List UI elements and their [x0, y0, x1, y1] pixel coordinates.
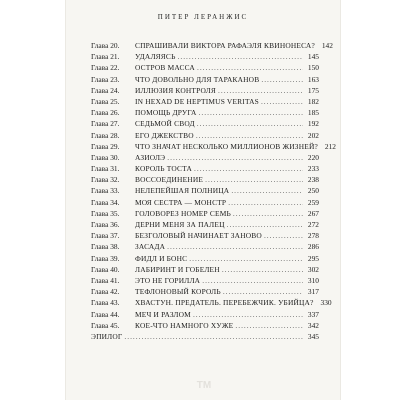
toc-chapter-title: СПРАШИВАЛИ ВИКТОРА РАФАЭЛЯ КВИНОНЕСА?	[135, 41, 315, 50]
toc-page-number: 272	[307, 220, 319, 229]
toc-chapter-title: АЗИОЛЭ	[135, 152, 166, 162]
toc-chapter-number: Глава 21.	[91, 52, 120, 62]
toc-leader-dots	[235, 321, 303, 330]
toc-chapter-title: ЕГО ДЖЕКСТВО	[135, 130, 194, 140]
toc-row	[91, 119, 319, 130]
toc-leader-dots	[222, 265, 303, 274]
toc-chapter-title: ЭПИЛОГ	[91, 331, 123, 341]
toc-leader-dots	[197, 63, 303, 72]
toc-page-number: 175	[307, 85, 319, 95]
svg-text:TM: TM	[196, 380, 212, 390]
toc-chapter-number: Глава 34.	[91, 197, 120, 207]
toc-page-number: 145	[307, 52, 319, 62]
toc-row	[91, 254, 319, 265]
toc-chapter-number: Глава 24.	[91, 85, 120, 95]
toc-leader-dots	[194, 164, 303, 173]
toc-row	[91, 52, 319, 63]
toc-chapter-number: Глава 45.	[91, 320, 120, 330]
toc-page-number: 267	[307, 208, 319, 218]
toc-chapter-title: ЗАСАДА	[135, 242, 166, 252]
toc-chapter-title: КОЕ-ЧТО НАМНОГО ХУЖЕ	[135, 320, 234, 330]
toc-chapter-title: СЕДЬМОЙ СВОД	[135, 119, 195, 129]
toc-chapter-title: МЕЧ И РАЗЛОМ	[135, 309, 191, 319]
toc-chapter-number: Глава 26.	[91, 108, 120, 118]
toc-chapter-number: Глава 33.	[91, 186, 120, 196]
toc-chapter-title: ЭТО НЕ ГОРИЛЛА	[135, 275, 201, 285]
toc-page-number: 182	[307, 96, 319, 106]
toc-chapter-title: ЧТО ЗНАЧАТ НЕСКОЛЬКО МИЛЛИОНОВ ЖИЗНЕЙ?	[135, 141, 318, 151]
toc-page-number: 345	[307, 331, 319, 341]
toc-page-number: 202	[307, 130, 319, 140]
toc-row	[91, 265, 319, 276]
toc-leader-dots	[202, 276, 303, 285]
toc-chapter-title: ОСТРОВ МАССА	[135, 63, 195, 73]
toc-leader-dots	[261, 75, 303, 84]
toc-row	[91, 141, 336, 153]
toc-leader-dots	[178, 52, 303, 61]
toc-chapter-number: Глава 28.	[91, 130, 120, 140]
toc-chapter-number: Глава 42.	[91, 287, 120, 297]
toc-chapter-title: УДАЛЯЯСЬ	[135, 52, 176, 62]
toc-page-number: 212	[324, 141, 336, 151]
toc-leader-dots	[197, 119, 303, 128]
toc-row	[91, 153, 319, 164]
toc-leader-dots	[228, 198, 303, 207]
toc-chapter-number: Глава 40.	[91, 264, 120, 274]
book-page	[65, 0, 341, 400]
toc-row	[91, 220, 319, 231]
toc-page-number: 238	[307, 175, 319, 185]
toc-page-number: 317	[307, 287, 319, 297]
toc-row	[91, 175, 319, 186]
toc-leader-dots	[205, 175, 303, 184]
toc-row	[91, 108, 319, 119]
toc-leader-dots	[261, 97, 303, 106]
toc-row	[91, 310, 319, 321]
toc-row	[91, 164, 319, 175]
toc-leader-dots	[193, 310, 303, 319]
toc-chapter-title: ВОССОЕДИНЕНИЕ	[135, 175, 204, 185]
toc-chapter-title: ПОМОЩЬ ДРУГА	[135, 108, 197, 118]
toc-leader-dots	[199, 108, 303, 117]
toc-leader-dots	[264, 231, 303, 240]
toc-leader-dots	[223, 287, 303, 296]
toc-page-number: 192	[307, 119, 319, 129]
toc-chapter-number: Глава 31.	[91, 164, 120, 174]
toc-leader-dots	[124, 332, 303, 341]
toc-row	[91, 276, 319, 287]
toc-chapter-title: ФИДЛ И БОНС	[135, 253, 188, 263]
running-head: ПИТЕР ЛЕРАНЖИС	[157, 13, 249, 21]
toc-chapter-title: НЕЛЕПЕЙШАЯ ПОЛНИЦА	[135, 186, 230, 196]
toc-row	[91, 298, 332, 309]
toc-chapter-number: Глава 22.	[91, 63, 120, 73]
publisher-watermark-icon	[192, 378, 216, 390]
toc-chapter-title: БЕЗГОЛОВЫЙ НАЧИНАЕТ ЗАНОВО	[135, 231, 262, 241]
toc-leader-dots	[167, 153, 303, 162]
toc-row	[91, 321, 319, 332]
toc-chapter-number: Глава 23.	[91, 74, 120, 84]
toc-leader-dots	[196, 131, 303, 140]
toc-row	[91, 75, 319, 86]
toc-leader-dots	[218, 86, 303, 95]
toc-chapter-title: ХВАСТУН. ПРЕДАТЕЛЬ. ПЕРЕБЕЖЧИК. УБИЙЦА?	[135, 298, 314, 308]
toc-row	[91, 287, 319, 298]
toc-chapter-number: Глава 35.	[91, 208, 120, 218]
toc-chapter-number: Глава 36.	[91, 220, 120, 229]
toc-leader-dots	[227, 220, 303, 229]
toc-page-number: 302	[307, 264, 319, 274]
toc-chapter-number: Глава 30.	[91, 152, 120, 162]
toc-page-number: 310	[307, 275, 319, 285]
toc-chapter-title: КОРОЛЬ ТОСТА	[135, 164, 193, 174]
toc-page-number: 185	[307, 108, 319, 118]
toc-chapter-title: ТЕФЛОНОВЫЙ КОРОЛЬ	[135, 287, 221, 297]
toc-row	[91, 242, 319, 253]
toc-row	[91, 186, 319, 197]
toc-chapter-title: ЛАБИРИНТ И ГОБЕЛЕН	[135, 264, 220, 274]
toc-page-number: 278	[307, 231, 319, 241]
table-of-contents	[91, 41, 336, 343]
toc-chapter-number: Глава 41.	[91, 275, 120, 285]
toc-chapter-title: МОЯ СЕСТРА — МОНСТР	[135, 197, 227, 207]
toc-page-number: 286	[307, 242, 319, 252]
toc-chapter-number: Глава 25.	[91, 96, 120, 106]
toc-leader-dots	[231, 186, 303, 195]
toc-page-number: 233	[307, 164, 319, 174]
toc-leader-dots	[189, 254, 303, 263]
toc-chapter-number: Глава 39.	[91, 253, 120, 263]
toc-page-number: 220	[307, 152, 319, 162]
toc-chapter-number: Глава 44.	[91, 309, 120, 319]
toc-page-number: 337	[307, 309, 319, 319]
toc-page-number: 330	[320, 298, 332, 308]
toc-page-number: 259	[307, 197, 319, 207]
toc-chapter-number: Глава 38.	[91, 242, 120, 252]
toc-chapter-title: ДЕРНИ МЕНЯ ЗА ПАЛЕЦ	[135, 220, 225, 229]
toc-page-number: 342	[307, 320, 319, 330]
toc-chapter-number: Глава 27.	[91, 119, 120, 129]
toc-chapter-title: ИЛЛЮЗИЯ КОНТРОЛЯ	[135, 85, 217, 95]
toc-page-number: 250	[307, 186, 319, 196]
toc-row	[91, 198, 319, 209]
toc-chapter-title: ЧТО ДОВОЛЬНО ДЛЯ ТАРАКАНОВ	[135, 74, 260, 84]
toc-row	[91, 86, 319, 97]
toc-page-number: 150	[307, 63, 319, 73]
toc-chapter-number: Глава 32.	[91, 175, 120, 185]
toc-row	[91, 231, 319, 242]
toc-leader-dots	[233, 209, 303, 218]
toc-row	[91, 97, 319, 108]
toc-page-number: 163	[307, 74, 319, 84]
toc-row	[91, 41, 333, 52]
toc-row	[91, 209, 319, 220]
toc-chapter-number: Глава 20.	[91, 41, 120, 50]
toc-row	[91, 332, 319, 343]
toc-chapter-title: ГОЛОВОРЕЗ НОМЕР СЕМЬ	[135, 208, 231, 218]
toc-row	[91, 63, 319, 74]
toc-row	[91, 131, 319, 142]
toc-chapter-number: Глава 37.	[91, 231, 120, 241]
toc-page-number: 142	[321, 41, 333, 50]
toc-chapter-number: Глава 43.	[91, 298, 120, 308]
toc-chapter-title: IN HEXAD DE HEPTIMUS VERITAS	[135, 96, 259, 106]
toc-page-number: 295	[307, 253, 319, 263]
toc-chapter-number: Глава 29.	[91, 141, 120, 151]
toc-leader-dots	[167, 242, 303, 251]
